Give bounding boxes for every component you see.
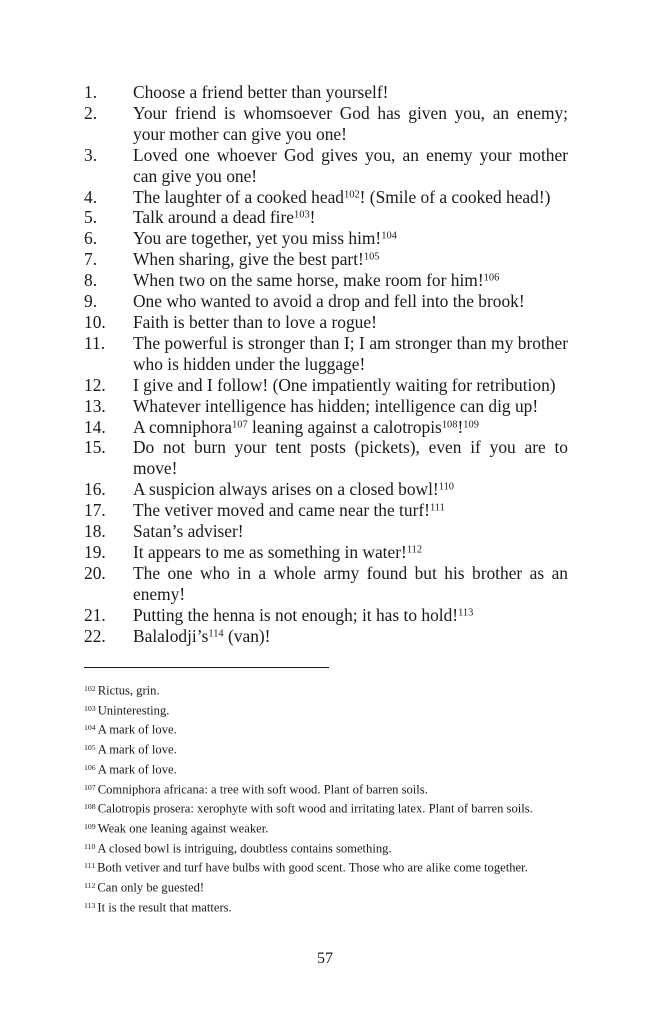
proverb-text-segment: Loved one whoever God gives you, an enemy your mother can give you one! — [133, 144, 568, 186]
footnote-marker: 113 — [84, 900, 96, 910]
proverb-item — [84, 228, 568, 249]
page-number: 57 — [317, 950, 333, 967]
footnote-reference: 104 — [381, 230, 397, 242]
proverb-number: 8. — [84, 270, 98, 291]
proverb-number: 20. — [84, 562, 106, 583]
proverb-number: 19. — [84, 541, 106, 562]
proverb-number: 17. — [84, 500, 106, 521]
proverb-list — [84, 82, 568, 646]
footnote-item — [84, 759, 568, 779]
footnote-item — [84, 818, 568, 838]
footnote-text: A closed bowl is intriguing, doubtless contains something. — [97, 841, 392, 856]
proverb-text-segment: Putting the henna is not enough; it has to hold! — [133, 604, 459, 625]
footnote-divider — [84, 667, 329, 668]
proverb-number: 22. — [84, 625, 106, 646]
footnote-reference: 106 — [483, 272, 500, 284]
proverb-number: 10. — [84, 311, 106, 332]
proverb-text-segment: The vetiver moved and came near the turf! — [133, 500, 430, 521]
proverb-text — [133, 187, 568, 208]
proverb-text — [133, 270, 568, 291]
proverb-text-segment: The one who in a whole army found but his brother as an enemy! — [133, 562, 568, 604]
proverb-item — [84, 396, 568, 417]
proverb-text-segment: Talk around a dead fire — [133, 207, 295, 228]
footnote-item — [84, 700, 568, 720]
proverb-number: 18. — [84, 521, 106, 542]
proverb-item — [84, 103, 568, 145]
proverb-text-segment: One who wanted to avoid a drop and fell into the brook! — [133, 291, 525, 312]
footnote-marker: 111 — [84, 861, 96, 871]
proverb-text-segment: When two on the same horse, make room for him! — [133, 270, 484, 291]
footnote-reference: 111 — [429, 502, 445, 514]
proverb-item — [84, 563, 568, 605]
proverb-text-segment: A comniphora — [133, 416, 233, 437]
proverb-number: 14. — [84, 416, 106, 437]
proverb-text — [133, 375, 568, 396]
footnote-reference: 107 — [232, 418, 248, 430]
footnote-reference: 113 — [458, 606, 474, 618]
proverb-text-segment: Balalodji’s — [133, 625, 209, 646]
footnote-marker: 110 — [84, 841, 96, 851]
footnote-marker: 107 — [84, 782, 96, 792]
proverb-text — [133, 521, 568, 542]
footnote-text: A mark of love. — [97, 762, 177, 777]
proverb-text-segment: ! — [457, 416, 464, 437]
proverb-text — [133, 626, 568, 647]
proverb-number: 11. — [84, 332, 106, 353]
footnote-list — [84, 680, 568, 916]
proverb-item — [84, 333, 568, 375]
proverb-number: 12. — [84, 374, 106, 395]
proverb-text — [133, 103, 568, 145]
footnote-reference: 103 — [294, 209, 310, 221]
proverb-item — [84, 542, 568, 563]
proverb-text — [133, 207, 568, 228]
proverb-text-segment: Satan’s adviser! — [133, 521, 244, 542]
proverb-text — [133, 563, 568, 605]
proverb-text — [133, 82, 568, 103]
footnote-reference: 102 — [344, 188, 360, 200]
proverb-text — [133, 479, 568, 500]
proverb-item — [84, 270, 568, 291]
proverb-text — [133, 605, 568, 626]
proverb-number: 1. — [84, 82, 98, 102]
proverb-text-segment: ! — [309, 207, 316, 228]
proverb-item — [84, 626, 568, 647]
proverb-item — [84, 437, 568, 479]
proverb-item — [84, 187, 568, 208]
footnote-text: Rictus, grin. — [97, 683, 160, 698]
proverb-number: 3. — [84, 144, 98, 165]
footnote-text: Calotropis prosera: xerophyte with soft wood and irritating latex. Plant of barren soils. — [97, 801, 533, 816]
proverb-text-segment: ! (Smile of a cooked head!) — [359, 186, 551, 207]
proverb-number: 15. — [84, 437, 106, 458]
footnote-item — [84, 779, 568, 799]
footnote-item — [84, 739, 568, 759]
proverb-text-segment: When sharing, give the best part! — [133, 249, 364, 270]
footnote-item — [84, 877, 568, 897]
proverb-item — [84, 249, 568, 270]
proverb-text-segment: A suspicion always arises on a closed bowl! — [133, 479, 439, 500]
proverb-text-segment: It appears to me as something in water! — [133, 541, 407, 562]
footnote-marker: 105 — [84, 743, 96, 753]
proverb-item — [84, 605, 568, 626]
footnote-text: Uninteresting. — [97, 703, 170, 718]
footnote-text: Comniphora africana: a tree with soft wood. Plant of barren soils. — [97, 782, 428, 797]
footnote-marker: 108 — [84, 802, 96, 812]
proverb-item — [84, 82, 568, 103]
footnote-marker: 104 — [84, 723, 96, 733]
proverb-text-segment: You are together, yet you miss him! — [133, 228, 382, 249]
proverb-item — [84, 291, 568, 312]
footnote-marker: 109 — [84, 821, 96, 831]
proverb-text-segment: The powerful is stronger than I; I am stronger than my brother who is hidden under the luggage! — [133, 332, 568, 374]
proverb-text-segment: (van)! — [223, 625, 271, 646]
proverb-item — [84, 312, 568, 333]
footnote-reference: 114 — [208, 627, 224, 639]
proverb-text — [133, 396, 568, 417]
proverb-text — [133, 437, 568, 479]
footnote-reference: 108 — [441, 418, 458, 430]
footnote-marker: 103 — [84, 703, 96, 713]
proverb-number: 4. — [84, 186, 98, 207]
proverb-text — [133, 500, 568, 521]
proverb-item — [84, 479, 568, 500]
proverb-number: 2. — [84, 102, 98, 123]
proverb-item — [84, 375, 568, 396]
proverb-text — [133, 228, 568, 249]
proverb-number: 21. — [84, 604, 106, 625]
proverb-item — [84, 145, 568, 187]
proverb-text-segment: leaning against a calotropis — [247, 416, 442, 437]
proverb-number: 13. — [84, 395, 106, 416]
footnote-marker: 102 — [84, 684, 96, 693]
proverb-text — [133, 249, 568, 270]
footnote-text: A mark of love. — [97, 742, 177, 757]
proverb-text-segment: Your friend is whomsoever God has given you, an enemy; your mother can give you one! — [133, 102, 568, 144]
proverb-text-segment: Whatever intelligence has hidden; intelligence can dig up! — [133, 395, 539, 416]
footnote-text: It is the result that matters. — [97, 900, 232, 915]
proverb-item — [84, 500, 568, 521]
proverb-item — [84, 417, 568, 438]
footnote-item — [84, 798, 568, 818]
footnote-text: Both vetiver and turf have bulbs with good scent. Those who are alike come together. — [97, 860, 528, 875]
footnote-item — [84, 680, 568, 700]
footnote-item — [84, 897, 568, 917]
proverb-number: 6. — [84, 228, 98, 249]
proverb-text-segment: The laughter of a cooked head — [133, 186, 345, 207]
proverb-text — [133, 333, 568, 375]
footnote-reference: 112 — [406, 544, 423, 556]
footnote-text: Can only be guested! — [97, 880, 205, 895]
proverb-text — [133, 542, 568, 563]
proverb-text — [133, 312, 568, 333]
footnote-reference: 110 — [438, 481, 455, 493]
proverb-text — [133, 145, 568, 187]
proverb-number: 9. — [84, 291, 98, 312]
footnote-item — [84, 857, 568, 877]
footnote-reference: 109 — [463, 418, 479, 430]
proverb-number: 5. — [84, 207, 98, 228]
proverb-text — [133, 291, 568, 312]
proverb-text-segment: Faith is better than to love a rogue! — [133, 311, 377, 332]
proverb-number: 16. — [84, 479, 106, 500]
footnote-reference: 105 — [363, 251, 380, 263]
proverb-text-segment: Do not burn your tent posts (pickets), even if you are to move! — [133, 437, 568, 479]
footnote-marker: 106 — [84, 762, 96, 772]
proverb-text-segment: Choose a friend better than yourself! — [133, 82, 389, 102]
proverb-item — [84, 207, 568, 228]
footnote-item — [84, 719, 568, 739]
footnote-text: Weak one leaning against weaker. — [97, 821, 269, 836]
proverb-item — [84, 521, 568, 542]
footnote-item — [84, 838, 568, 858]
footnote-marker: 112 — [84, 881, 96, 891]
footnote-text: A mark of love. — [97, 722, 177, 737]
proverb-text-segment: I give and I follow! (One impatiently waiting for retribution) — [133, 374, 556, 395]
proverb-text — [133, 417, 568, 438]
proverb-number: 7. — [84, 249, 98, 270]
